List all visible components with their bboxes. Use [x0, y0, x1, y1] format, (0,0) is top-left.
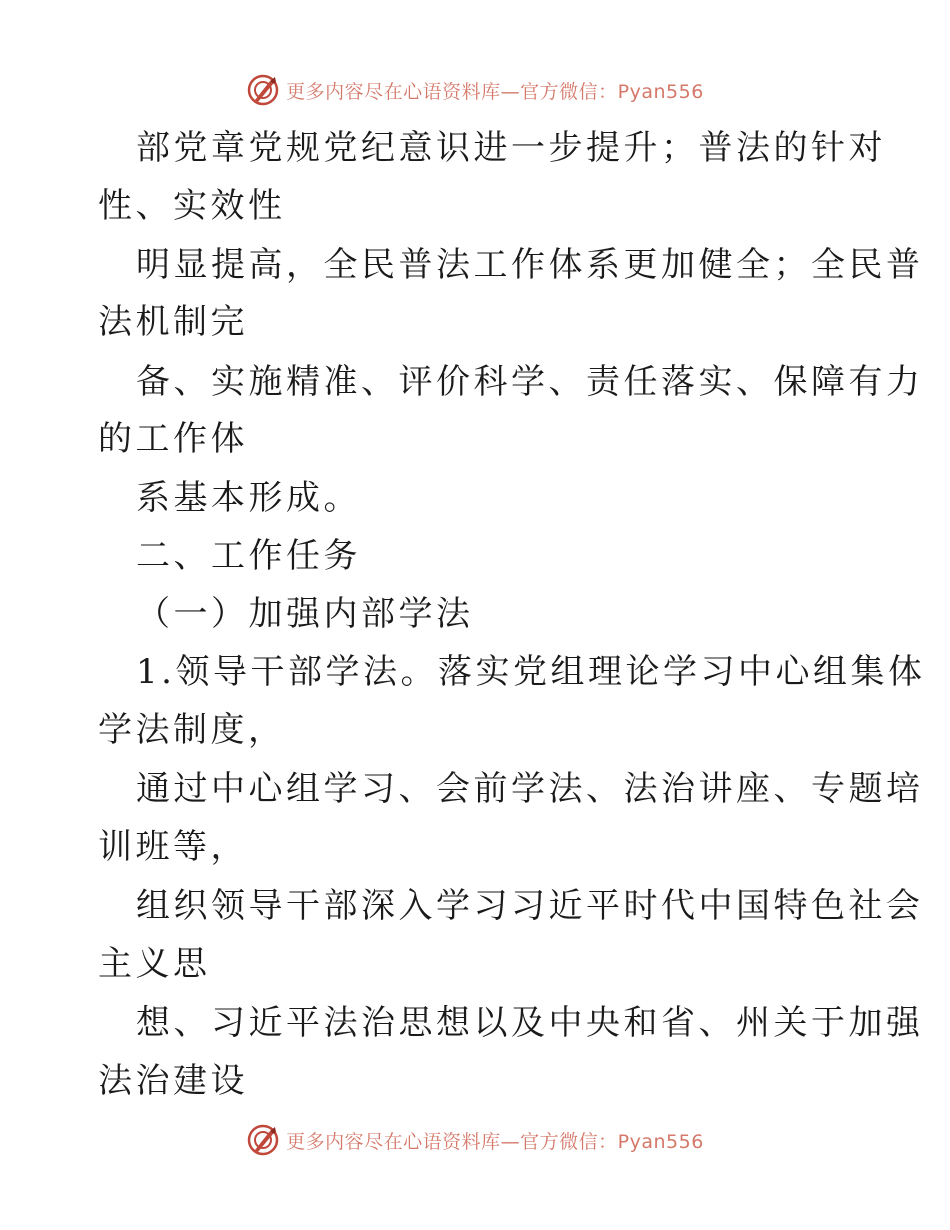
- brand-logo-icon: [246, 1123, 280, 1157]
- text-line: 学法制度，: [98, 710, 286, 750]
- text-line: 法治建设: [98, 1061, 248, 1101]
- text-line: 性、实效性: [98, 186, 286, 226]
- text-line: 的工作体: [98, 419, 248, 459]
- text-line: 训班等，: [98, 827, 248, 867]
- footer-watermark: [0, 1120, 950, 1160]
- section-heading: 二、工作任务: [136, 536, 361, 576]
- watermark-text: 更多内容尽在心语资料库—官方微信：Pyan556: [286, 1130, 704, 1153]
- brand-logo-icon: [246, 73, 280, 107]
- text-line: 通过中心组学习、会前学法、法治讲座、专题培: [136, 769, 924, 809]
- text-line: 法机制完: [98, 302, 248, 342]
- watermark-text: 更多内容尽在心语资料库—官方微信：Pyan556: [286, 80, 704, 103]
- text-line: 系基本形成。: [136, 478, 361, 518]
- text-line: 明显提高，全民普法工作体系更加健全；全民普: [136, 245, 924, 285]
- text-line: 组织领导干部深入学习习近平时代中国特色社会: [136, 886, 924, 926]
- text-line: 备、实施精准、评价科学、责任落实、保障有力: [136, 362, 924, 402]
- text-line: 1.领导干部学法。落实党组理论学习中心组集体: [136, 652, 926, 692]
- text-line: 主义思: [98, 944, 211, 984]
- text-line: 想、习近平法治思想以及中央和省、州关于加强: [136, 1003, 924, 1043]
- text-line: 部党章党规党纪意识进一步提升；普法的针对: [136, 128, 886, 168]
- header-watermark: [0, 70, 950, 110]
- subsection-heading: （一）加强内部学法: [136, 594, 474, 634]
